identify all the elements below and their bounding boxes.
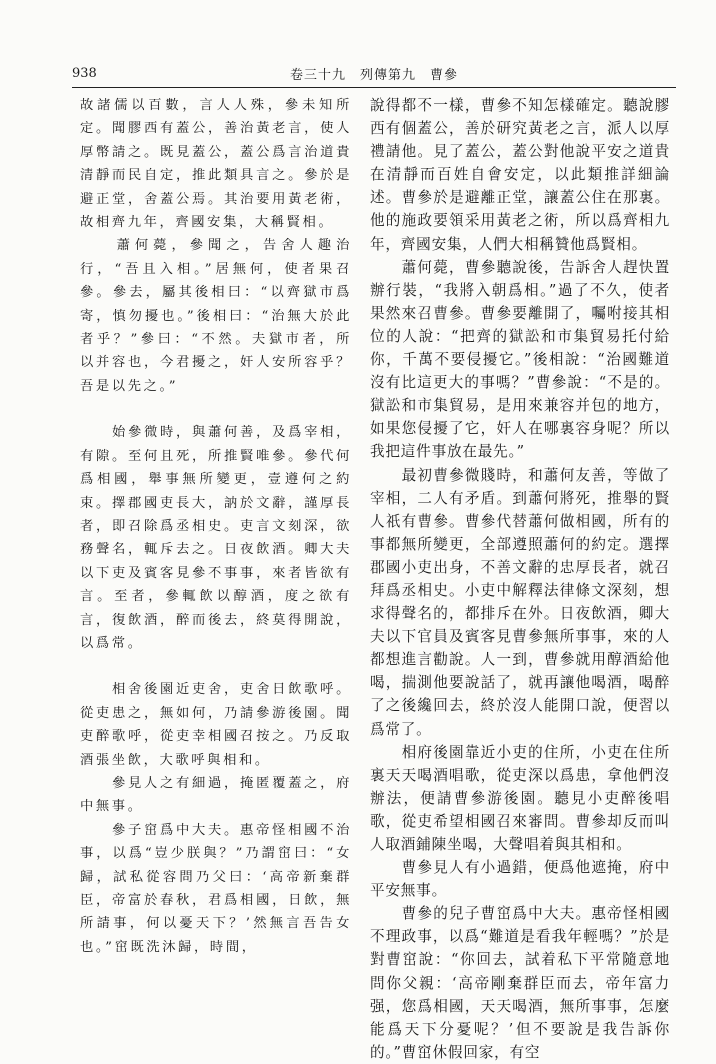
translation-paragraph: 最初曹參微賤時，和蕭何友善，等做了宰相，二人有矛盾。到蕭何將死，推舉的賢人祇有曹參。曹參代替蕭何做相國，所有的事都無所變更，全部遵照蕭何的約定。選擇郡國小吏出身，不善文辭的忠厚長者，就召拜爲丞相史。小吏中解釋法律條文深刻，想求得聲名的，都排斥在外。日夜飲酒，卿大夫以下官員及賓客見曹參無所事事，來的人都想進言勸說。人一到，曹參就用醇酒給他喝，揣測他要說話了，就再讓他喝酒，喝醉了之後纔回去，終於沒人能開口說，便習以爲常了。 bbox=[370, 466, 670, 738]
translation-paragraph: 曹參的兒子曹窋爲中大夫。惠帝怪相國不理政事，以爲“難道是看我年輕嗎？”於是對曹窋說：“你回去，試着私下平常隨意地問你父親：‘高帝剛棄群臣而去，帝年富力强，您爲相國，天天喝酒，無所事事，怎麼能爲天下分憂呢？’但不要說是我告訴你的。”曹窋休假回家，有空 bbox=[370, 905, 670, 1061]
page-number: 938 bbox=[72, 66, 97, 81]
translation-paragraph: 說得都不一樣，曹參不知怎樣確定。聽說膠西有個蓋公，善於研究黃老之言，派人以厚禮請他。見了蓋公，蓋公對他說平安之道貴在清靜而百姓自會安定，以此類推詳細論述。曹參於是避離正堂，讓蓋公住在那裏。他的施政要領采用黃老之術，所以爲齊相九年，齊國安集，人們大相稱贊他爲賢相。 bbox=[370, 97, 670, 253]
translation-column bbox=[370, 94, 670, 1064]
classical-paragraph: 參子窋爲中大夫。惠帝怪相國不治事，以爲“豈少朕與？”乃謂窋曰：“女歸，試私從容問乃父曰：‘高帝新棄群臣，帝富於春秋，君爲相國，日飲，無所請事，何以憂天下？’然無言吾告女也。”窋既洗沐歸，時間， bbox=[80, 822, 352, 955]
classical-paragraph: 參見人之有細過，掩匿覆蓋之，府中無事。 bbox=[80, 775, 352, 815]
translation-paragraph: 蕭何薨，曹參聽說後，告訴舍人趕快置辦行裝，“我將入朝爲相。”過了不久，使者果然來召曹參。曹參要離開了，囑咐接其相位的人說：“把齊的獄訟和市集貿易托付給你，千萬不要侵擾它。”後相說：“治國難道沒有比這更大的事嗎？”曹參說：“不是的。獄訟和市集貿易，是用來兼容并包的地方，如果您侵擾了它，奸人在哪裏容身呢？所以我把這件事放在最先。” bbox=[370, 258, 670, 461]
translation-paragraph: 曹參見人有小過錯，便爲他遮掩，府中平安無事。 bbox=[370, 859, 670, 900]
classical-paragraph: 始參微時，與蕭何善，及爲宰相，有隙。至何且死，所推賢唯參。參代何爲相國，舉事無所變更，壹遵何之約束。擇郡國吏長大，訥於文辭，謹厚長者，即召除爲丞相史。吏言文刻深，欲務聲名，輒斥去之。日夜飲酒。卿大夫以下吏及賓客見參不事事，來者皆欲有言。至者，參輒飲以醇酒，度之欲有言，復飲酒，醉而後去，終莫得開說，以爲常。 bbox=[80, 425, 352, 651]
classical-paragraph: 故諸儒以百數，言人人殊，參未知所定。聞膠西有蓋公，善治黃老言，使人厚幣請之。既見蓋公，蓋公爲言治道貴清靜而民自定，推此類具言之。參於是避正堂，舍蓋公焉。其治要用黃老術，故相齊九年，齊國安集，大稱賢相。 bbox=[80, 98, 352, 231]
classical-paragraph: 相舍後園近吏舍，吏舍日飲歌呼。從吏患之，無如何，乃請參游後園。聞吏醉歌呼，從吏幸相國召按之。乃反取酒張坐飲，大歌呼與相和。 bbox=[80, 682, 352, 768]
classical-paragraph: 蕭何薨，參聞之，告舍人趣治行，“吾且入相。”居無何，使者果召參。參去，屬其後相曰：“以齊獄市爲寄，慎勿擾也。”後相曰：“治無大於此者乎？”參曰：“不然。夫獄市者，所以并容也，今君擾之，奸人安所容乎？吾是以先之。” bbox=[80, 238, 352, 394]
translation-paragraph: 相府後園靠近小吏的住所，小吏在住所裏天天喝酒唱歌，從吏深以爲患，拿他們沒辦法，便請曹參游後園。聽見小吏醉後唱歌，從吏希望相國召來審問。曹參却反而叫人取酒鋪陳坐喝，大聲唱着與其相和。 bbox=[370, 743, 670, 853]
header-rule bbox=[72, 87, 676, 88]
running-title: 卷三十九 列傳第九 曹參 bbox=[290, 68, 459, 83]
classical-text-column bbox=[80, 94, 352, 959]
